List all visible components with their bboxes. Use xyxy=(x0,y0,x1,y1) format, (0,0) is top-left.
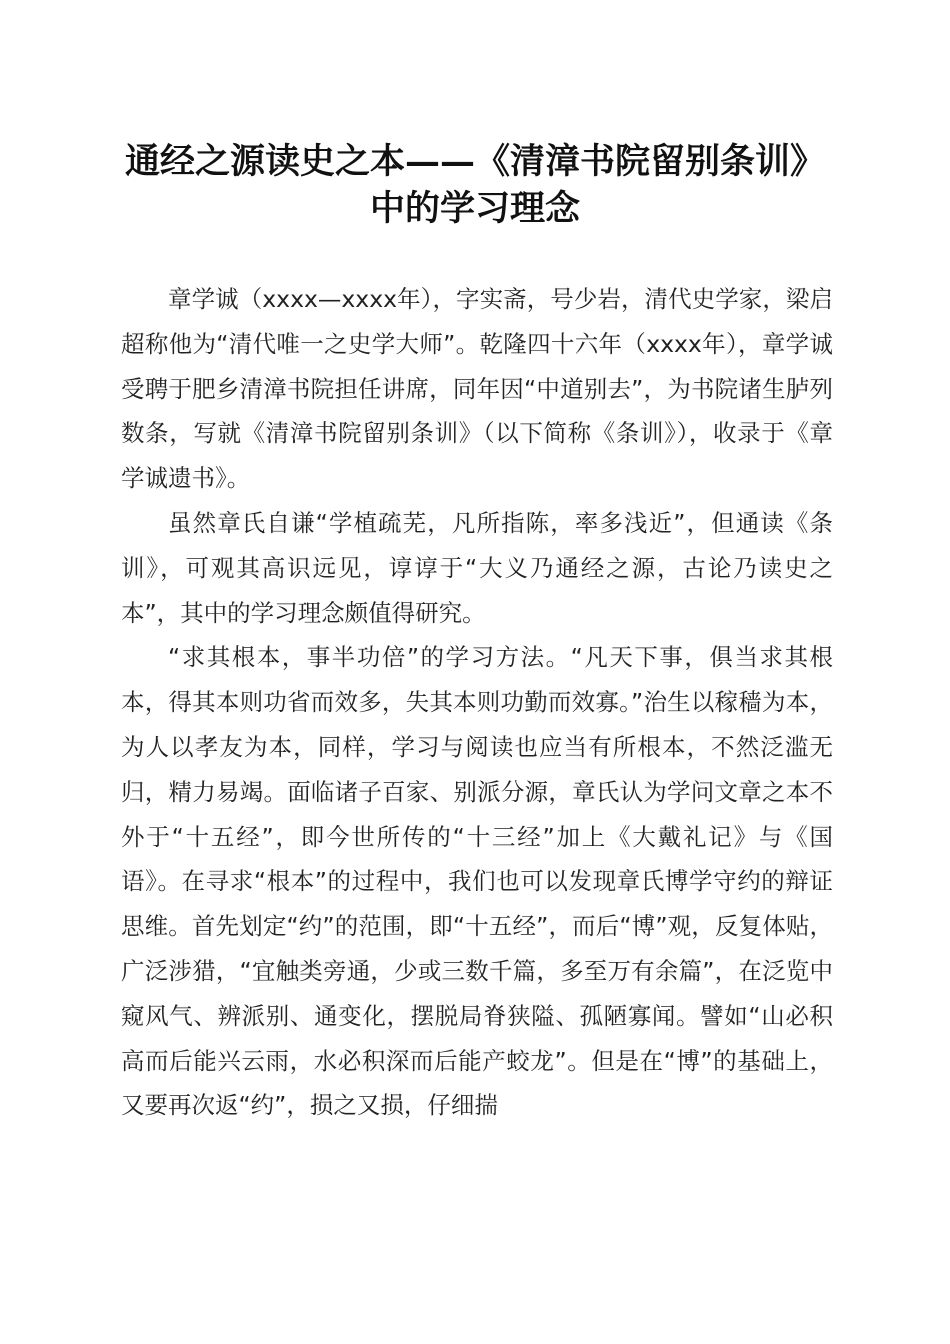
document-body xyxy=(121,277,833,1128)
paragraph-3: “求其根本，事半功倍”的学习方法。“凡天下事，俱当求其根本，得其本则功省而效多，失其本则功勤而效寡。”治生以稼穑为本，为人以孝友为本，同样，学习与阅读也应当有所根本，不然泛滥无归，精力易竭。面临诸子百家、别派分源，章氏认为学问文章之本不外于“十五经”，即今世所传的“十三经”加上《大戴礼记》与《国语》。在寻求“根本”的过程中，我们也可以发现章氏博学守约的辩证思维。首先划定“约”的范围，即“十五经”，而后“博”观，反复体贴，广泛涉猎，“宜触类旁通，少或三数千篇，多至万有余篇”，在泛览中窥风气、辨派别、通变化，摆脱局脊狭隘、孤陋寡闻。譬如“山必积高而后能兴云雨，水必积深而后能产蛟龙”。但是在“博”的基础上，又要再次返“约”，损之又损，仔细揣 xyxy=(121,643,833,1120)
title-line-1: 通经之源读史之本——《清漳书院留别条训》 xyxy=(124,141,825,182)
paragraph-2: 虽然章氏自谦“学植疏芜，凡所指陈，率多浅近”，但通读《条训》，可观其高识远见，谆谆于“大义乃通经之源，古论乃读史之本”，其中的学习理念颇值得研究。 xyxy=(121,508,833,627)
paragraph-1: 章学诚（xxxx—xxxx年），字实斋，号少岩，清代史学家，梁启超称他为“清代唯一之史学大师”。乾隆四十六年（xxxx年），章学诚受聘于肥乡清漳书院担任讲席，同年因“中道别去”，为书院诸生胪列数条，写就《清漳书院留别条训》（以下简称《条训》），收录于《章学诚遗书》。 xyxy=(121,285,833,493)
title-line-2: 中的学习理念 xyxy=(369,188,580,229)
document-title xyxy=(90,138,860,232)
